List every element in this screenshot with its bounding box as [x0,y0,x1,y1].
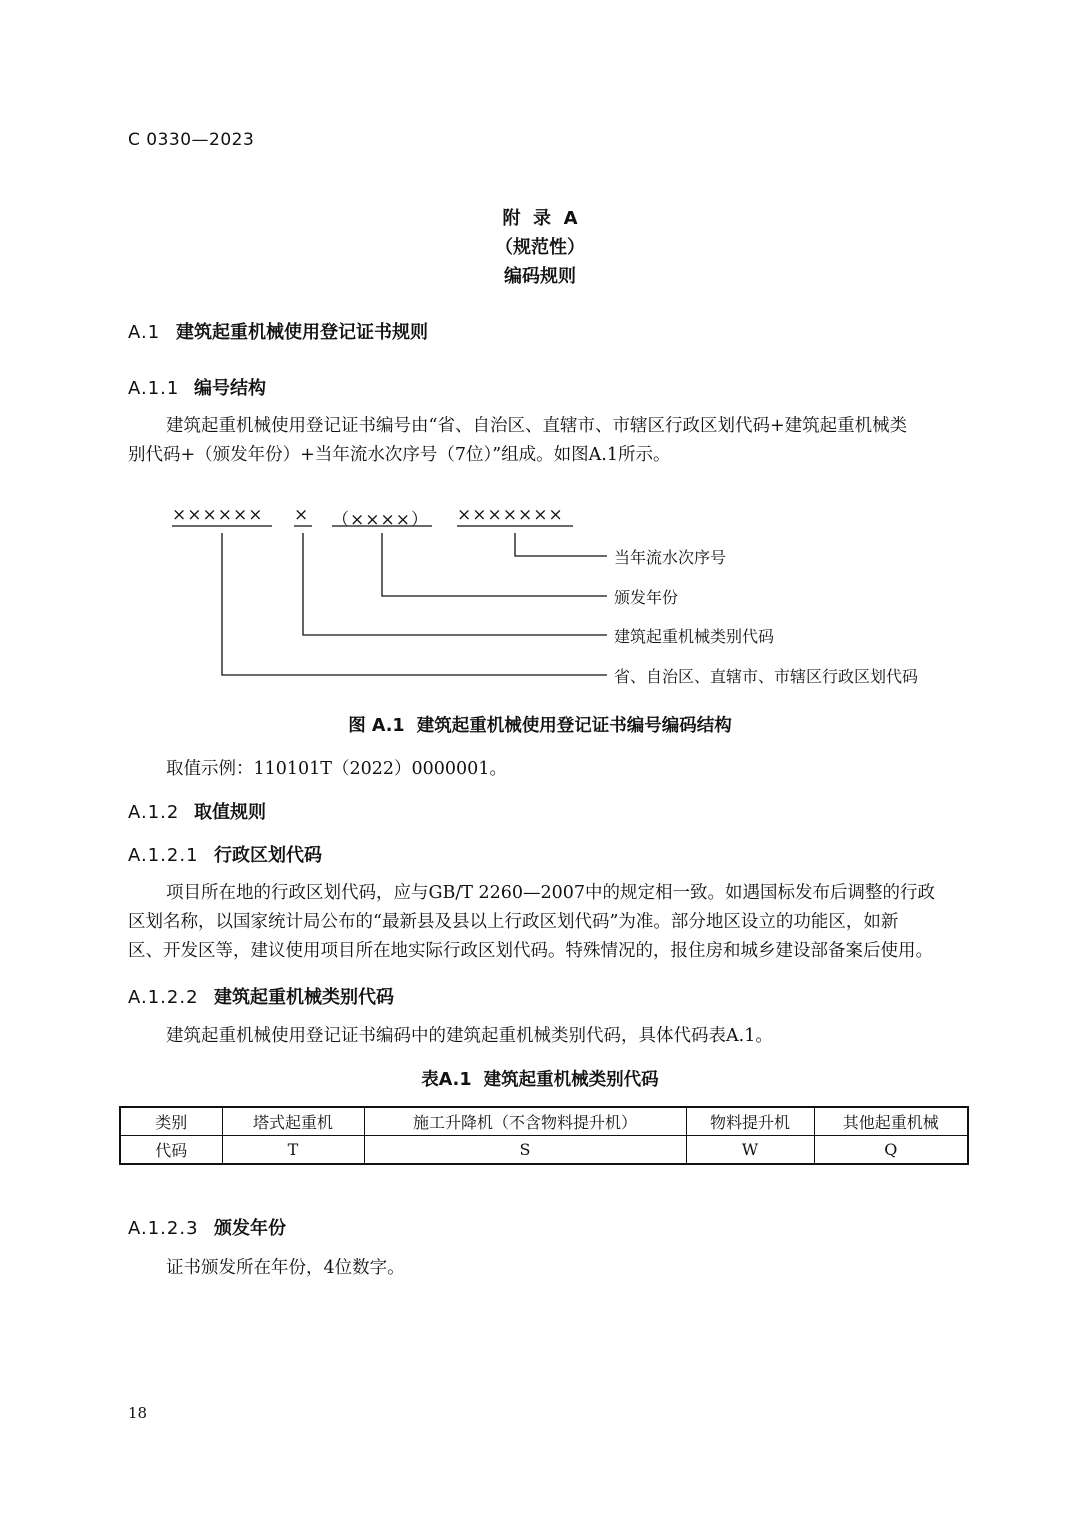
table-cell: 物料提升机 [686,1107,814,1136]
appendix-subject: 编码规则 [504,266,576,287]
table-cell: S [364,1136,686,1165]
paragraph-line: 区、开发区等，建议使用项目所在地实际行政区划代码。特殊情况的，报住房和城乡建设部备案后使用。 [128,941,933,961]
diagram-label-year: 颁发年份 [614,588,679,607]
example-paragraph [128,755,980,784]
section-heading-a12 [128,798,266,824]
code-segment-type: × [294,505,310,525]
table-cell: 其他起重机械 [814,1107,968,1136]
diagram-label-serial: 当年流水次序号 [614,548,727,567]
appendix-nature: （规范性） [495,237,585,258]
paragraph-line: 取值示例：110101T（2022）0000001。 [166,759,507,779]
document-code: C 0330—2023 [128,130,255,150]
table-cell: 施工升降机（不含物料提升机） [364,1107,686,1136]
section-number: A.1 [128,322,161,343]
code-segment-region: ×××××× [172,505,264,525]
table-cell: 代码 [120,1136,222,1165]
paragraph-line: 别代码+（颁发年份）+当年流水次序号（7位）”组成。如图A.1所示。 [128,445,671,465]
table-cell: T [222,1136,364,1165]
page-number: 18 [128,1404,148,1422]
connector-year [382,533,607,596]
section-heading-a122 [128,983,394,1009]
section-number: A.1.2.3 [128,1218,199,1239]
code-segment-serial: ××××××× [457,505,564,525]
section-title: 取值规则 [194,802,266,823]
section-heading-a123 [128,1214,286,1240]
appendix-title: 附 录 A [502,208,578,229]
table-cell: 塔式起重机 [222,1107,364,1136]
section-title: 颁发年份 [214,1218,286,1239]
section-heading-a121 [128,841,322,867]
table-caption: 表A.1 建筑起重机械类别代码 [421,1070,659,1090]
table-cell: Q [814,1136,968,1165]
connector-serial [515,533,607,556]
section-title: 编号结构 [194,378,266,399]
paragraph-line: 证书颁发所在年份，4位数字。 [166,1258,405,1278]
paragraph-line: 建筑起重机械使用登记证书编码中的建筑起重机械类别代码，具体代码表A.1。 [166,1026,773,1046]
paragraph-line: 建筑起重机械使用登记证书编号由“省、自治区、直辖市、市辖区行政区划代码+建筑起重机械类 [166,416,908,436]
section-title: 建筑起重机械使用登记证书规则 [176,322,428,343]
paragraph-line: 区划名称，以国家统计局公布的“最新县及县以上行政区划代码”为准。部分地区设立的功能区，如新 [128,912,899,932]
table-cell: 类别 [120,1107,222,1136]
section-number: A.1.1 [128,378,180,399]
paragraph-numbering-structure [128,412,980,470]
section-number: A.1.2.1 [128,845,199,866]
table-header-row [120,1107,968,1136]
code-segment-year: （××××） [332,510,429,530]
code-structure-diagram [0,0,1080,700]
section-title: 行政区划代码 [214,845,322,866]
machine-type-code-table [119,1106,969,1165]
table-cell: W [686,1136,814,1165]
paragraph-issue-year [128,1254,980,1283]
section-number: A.1.2.2 [128,987,199,1008]
section-heading-a1 [128,318,428,344]
connector-region [222,533,607,675]
paragraph-region-code [128,879,980,966]
section-heading-a11 [128,374,266,400]
diagram-label-region: 省、自治区、直辖市、市辖区行政区划代码 [614,667,919,686]
table-row [120,1136,968,1165]
paragraph-machine-type-code [128,1022,980,1051]
connector-type [303,533,607,635]
paragraph-line: 项目所在地的行政区划代码，应与GB/T 2260—2007中的规定相一致。如遇国标发布后调整的行政 [166,883,936,903]
diagram-label-type: 建筑起重机械类别代码 [614,627,775,646]
section-number: A.1.2 [128,802,180,823]
figure-caption: 图 A.1 建筑起重机械使用登记证书编号编码结构 [348,716,732,736]
section-title: 建筑起重机械类别代码 [214,987,394,1008]
